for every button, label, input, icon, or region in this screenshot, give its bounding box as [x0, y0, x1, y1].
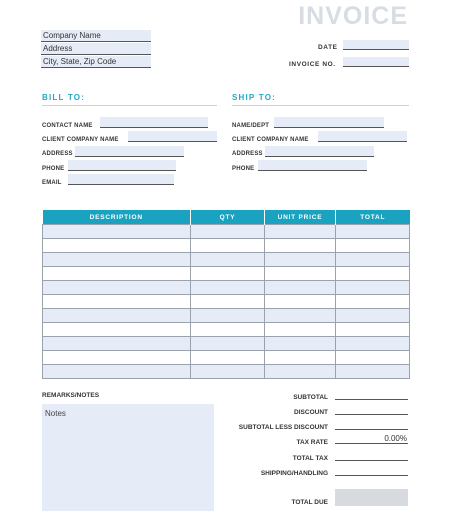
bill-phone-field[interactable] — [68, 160, 176, 171]
unit-price-cell[interactable] — [265, 239, 336, 253]
total-due-field[interactable] — [335, 489, 408, 506]
table-row — [43, 239, 410, 253]
qty-cell[interactable] — [191, 365, 265, 379]
total-column-header: TOTAL — [336, 210, 410, 225]
description-cell[interactable] — [43, 225, 191, 239]
qty-cell[interactable] — [191, 267, 265, 281]
unit-price-cell[interactable] — [265, 295, 336, 309]
description-cell[interactable] — [43, 323, 191, 337]
description-cell[interactable] — [43, 253, 191, 267]
qty-cell[interactable] — [191, 281, 265, 295]
total-cell[interactable] — [336, 295, 410, 309]
description-cell[interactable] — [43, 281, 191, 295]
qty-cell[interactable] — [191, 337, 265, 351]
description-cell[interactable] — [43, 267, 191, 281]
ship-company-name-label: CLIENT COMPANY NAME — [232, 137, 309, 143]
qty-cell[interactable] — [191, 253, 265, 267]
unit-price-column-header: UNIT PRICE — [265, 210, 336, 225]
bill-company-name-label: CLIENT COMPANY NAME — [42, 137, 119, 143]
total-cell[interactable] — [336, 351, 410, 365]
ship-to-divider — [232, 105, 409, 106]
total-cell[interactable] — [336, 309, 410, 323]
bill-company-name-field[interactable] — [128, 131, 217, 142]
subtotal-label: SUBTOTAL — [293, 394, 328, 401]
description-column-header: DESCRIPTION — [43, 210, 191, 225]
unit-price-cell[interactable] — [265, 323, 336, 337]
total-cell[interactable] — [336, 281, 410, 295]
bill-to-heading: BILL TO: — [42, 93, 86, 102]
total-cell[interactable] — [336, 323, 410, 337]
ship-address-field[interactable] — [265, 146, 374, 157]
discount-label: DISCOUNT — [294, 409, 328, 416]
unit-price-cell[interactable] — [265, 225, 336, 239]
bill-address-label: ADDRESS — [42, 151, 73, 157]
unit-price-cell[interactable] — [265, 309, 336, 323]
tax-rate-label: TAX RATE — [296, 439, 328, 446]
table-row — [43, 309, 410, 323]
tax-rate-field[interactable]: 0.00% — [335, 434, 408, 444]
qty-cell[interactable] — [191, 239, 265, 253]
shipping-handling-field[interactable] — [335, 466, 408, 476]
table-row — [43, 253, 410, 267]
qty-cell[interactable] — [191, 323, 265, 337]
date-label: DATE — [318, 44, 338, 51]
bill-contact-name-label: CONTACT NAME — [42, 123, 93, 129]
description-cell[interactable] — [43, 337, 191, 351]
bill-address-field[interactable] — [75, 146, 184, 157]
description-cell[interactable] — [43, 365, 191, 379]
ship-phone-field[interactable] — [258, 160, 367, 171]
line-items-body — [43, 225, 410, 379]
bill-email-label: EMAIL — [42, 180, 62, 186]
invoice-title: INVOICE — [298, 2, 408, 30]
bill-email-field[interactable] — [68, 174, 174, 185]
unit-price-cell[interactable] — [265, 267, 336, 281]
invoice-no-label: INVOICE NO. — [289, 61, 336, 68]
qty-column-header: QTY — [191, 210, 265, 225]
total-cell[interactable] — [336, 267, 410, 281]
description-cell[interactable] — [43, 309, 191, 323]
ship-company-name-field[interactable] — [318, 131, 407, 142]
total-cell[interactable] — [336, 365, 410, 379]
company-city-field[interactable]: City, State, Zip Code — [41, 56, 151, 68]
ship-to-heading: SHIP TO: — [232, 93, 276, 102]
unit-price-cell[interactable] — [265, 365, 336, 379]
table-row — [43, 225, 410, 239]
total-cell[interactable] — [336, 239, 410, 253]
total-cell[interactable] — [336, 225, 410, 239]
qty-cell[interactable] — [191, 295, 265, 309]
shipping-handling-label: SHIPPING/HANDLING — [260, 470, 328, 477]
unit-price-cell[interactable] — [265, 281, 336, 295]
description-cell[interactable] — [43, 295, 191, 309]
unit-price-cell[interactable] — [265, 351, 336, 365]
remarks-label: REMARKS/NOTES — [42, 392, 100, 399]
total-tax-label: TOTAL TAX — [292, 455, 328, 462]
notes-textarea[interactable]: Notes — [42, 404, 214, 511]
table-row — [43, 365, 410, 379]
subtotal-less-discount-label: SUBTOTAL LESS DISCOUNT — [238, 424, 328, 431]
total-tax-field[interactable] — [335, 451, 408, 461]
qty-cell[interactable] — [191, 225, 265, 239]
unit-price-cell[interactable] — [265, 253, 336, 267]
qty-cell[interactable] — [191, 309, 265, 323]
description-cell[interactable] — [43, 351, 191, 365]
discount-field[interactable] — [335, 405, 408, 415]
ship-name-dept-field[interactable] — [274, 117, 384, 128]
date-field[interactable] — [343, 40, 409, 50]
total-cell[interactable] — [336, 337, 410, 351]
unit-price-cell[interactable] — [265, 337, 336, 351]
bill-phone-label: PHONE — [42, 166, 65, 172]
subtotal-less-discount-field[interactable] — [335, 420, 408, 430]
company-name-field[interactable]: Company Name — [41, 30, 151, 42]
table-row — [43, 323, 410, 337]
subtotal-field[interactable] — [335, 390, 408, 400]
total-cell[interactable] — [336, 253, 410, 267]
ship-name-dept-label: NAME/DEPT — [232, 123, 270, 129]
company-address-field[interactable]: Address — [41, 43, 151, 55]
description-cell[interactable] — [43, 239, 191, 253]
ship-phone-label: PHONE — [232, 166, 255, 172]
table-row — [43, 267, 410, 281]
invoice-no-field[interactable] — [343, 57, 409, 67]
qty-cell[interactable] — [191, 351, 265, 365]
total-due-label: TOTAL DUE — [291, 499, 328, 506]
table-row — [43, 351, 410, 365]
table-row — [43, 281, 410, 295]
bill-contact-name-field[interactable] — [100, 117, 208, 128]
table-row — [43, 295, 410, 309]
table-row — [43, 337, 410, 351]
ship-address-label: ADDRESS — [232, 151, 263, 157]
line-items-table — [42, 210, 410, 379]
bill-to-divider — [42, 105, 217, 106]
